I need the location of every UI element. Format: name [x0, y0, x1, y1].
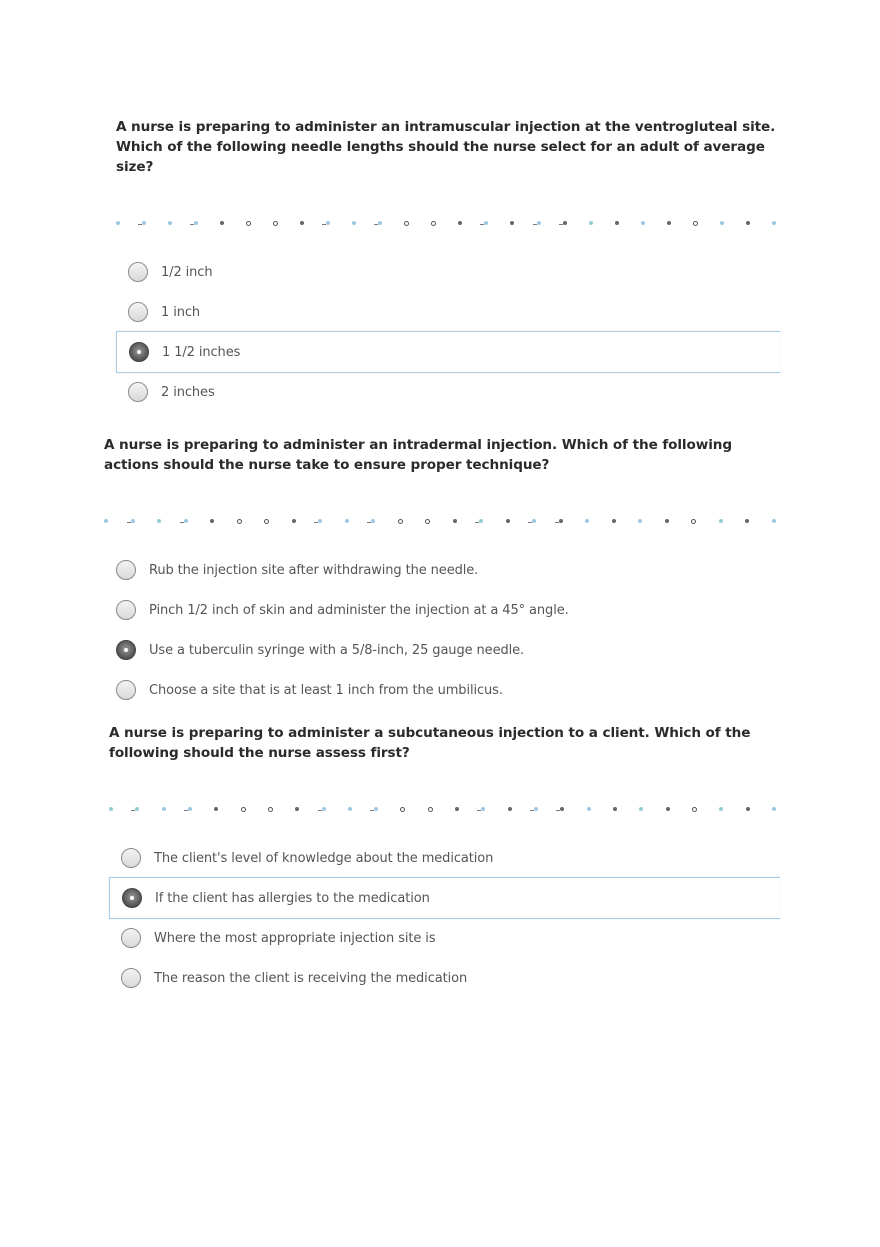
separator-dot: [638, 519, 642, 523]
radio-button[interactable]: [121, 928, 141, 948]
separator-dot: [534, 807, 538, 811]
separator-dot: [508, 807, 512, 811]
separator-dot: [589, 221, 593, 225]
separator-dot: [300, 221, 304, 225]
question-prompt: A nurse is preparing to administer an intradermal injection. Which of the following actions should the nurse take to ensure proper technique?: [104, 437, 732, 473]
separator-dot: [453, 519, 457, 523]
separator-dot: [168, 221, 172, 225]
answer-label: The reason the client is receiving the medication: [154, 970, 468, 986]
radio-button[interactable]: [116, 680, 136, 700]
radio-button[interactable]: [121, 968, 141, 988]
separator-dot: [537, 221, 541, 225]
separator-dot: [719, 519, 723, 523]
answer-options: [104, 550, 780, 710]
separator-dot: [400, 807, 405, 812]
radio-button[interactable]: [121, 848, 141, 868]
separator-dot: [666, 807, 670, 811]
separator-dot: [374, 807, 378, 811]
separator-dot: [615, 221, 619, 225]
answer-option[interactable]: [109, 838, 780, 878]
question-3: [109, 723, 780, 998]
separator-dot: [428, 807, 433, 812]
separator-dot: [692, 807, 697, 812]
answer-label: Pinch 1/2 inch of skin and administer the injection at a 45° angle.: [149, 602, 569, 618]
radio-button[interactable]: [116, 560, 136, 580]
separator-dot: [560, 807, 564, 811]
separator-dot: [104, 519, 108, 523]
separator-dot: [378, 221, 382, 225]
separator-dot: [268, 807, 273, 812]
answer-option-selected[interactable]: [104, 630, 780, 670]
separator-dot: [220, 221, 224, 225]
question-prompt: A nurse is preparing to administer a subcutaneous injection to a client. Which of the following should the nurse assess first?: [109, 725, 751, 761]
separator-dot: [135, 807, 139, 811]
separator-dot: [318, 519, 322, 523]
answer-options: [109, 838, 780, 998]
separator-dot: [641, 221, 645, 225]
answer-option-selected[interactable]: [116, 331, 780, 373]
separator-dot: [587, 807, 591, 811]
answer-label: 1 inch: [161, 304, 201, 320]
separator-dot: [667, 221, 671, 225]
separator-dot: [142, 221, 146, 225]
separator-dot: [506, 519, 510, 523]
answer-label: 1/2 inch: [161, 264, 213, 280]
answer-option[interactable]: [116, 372, 780, 412]
separator-dot: [194, 221, 198, 225]
separator-dot: [109, 807, 113, 811]
answer-options: [116, 252, 780, 412]
question-1: [116, 117, 780, 412]
separator-dot: [431, 221, 436, 226]
answer-label: If the client has allergies to the medication: [155, 890, 430, 906]
answer-label: Rub the injection site after withdrawing the needle.: [149, 562, 479, 578]
dotted-separator: [109, 803, 780, 815]
dotted-separator: [104, 515, 780, 527]
separator-dot: [352, 221, 356, 225]
separator-dot: [772, 221, 776, 225]
separator-dot: [746, 221, 750, 225]
separator-dot: [404, 221, 409, 226]
answer-option-selected[interactable]: [109, 877, 780, 919]
separator-dot: [398, 519, 403, 524]
radio-button-checked[interactable]: [129, 342, 149, 362]
separator-dot: [510, 221, 514, 225]
separator-dot: [241, 807, 246, 812]
answer-label: The client's level of knowledge about the medication: [154, 850, 494, 866]
separator-dot: [214, 807, 218, 811]
answer-label: Choose a site that is at least 1 inch from the umbilicus.: [149, 682, 503, 698]
separator-dot: [693, 221, 698, 226]
radio-button-checked[interactable]: [122, 888, 142, 908]
separator-dot: [745, 519, 749, 523]
separator-dot: [559, 519, 563, 523]
separator-dot: [237, 519, 242, 524]
separator-dot: [184, 519, 188, 523]
separator-dot: [455, 807, 459, 811]
separator-dot: [479, 519, 483, 523]
separator-dot: [746, 807, 750, 811]
separator-dot: [532, 519, 536, 523]
separator-dot: [264, 519, 269, 524]
answer-label: Use a tuberculin syringe with a 5/8-inch, 25 gauge needle.: [149, 642, 525, 658]
separator-dot: [665, 519, 669, 523]
separator-dot: [157, 519, 161, 523]
answer-label: Where the most appropriate injection site is: [154, 930, 436, 946]
answer-label: 1 1/2 inches: [162, 344, 241, 360]
separator-dot: [481, 807, 485, 811]
question-prompt: A nurse is preparing to administer an intramuscular injection at the ventrogluteal site. Which of the following needle lengths should the nurse select for an adult of average size?: [116, 119, 776, 175]
separator-dot: [273, 221, 278, 226]
separator-dot: [188, 807, 192, 811]
separator-dot: [371, 519, 375, 523]
answer-option[interactable]: [104, 590, 780, 630]
separator-dot: [246, 221, 251, 226]
separator-dot: [210, 519, 214, 523]
radio-button[interactable]: [128, 262, 148, 282]
answer-option[interactable]: [109, 918, 780, 958]
separator-dot: [292, 519, 296, 523]
separator-dot: [563, 221, 567, 225]
separator-dot: [116, 221, 120, 225]
radio-button[interactable]: [128, 382, 148, 402]
radio-button[interactable]: [128, 302, 148, 322]
separator-dot: [345, 519, 349, 523]
separator-dot: [720, 221, 724, 225]
dotted-separator: [116, 217, 780, 229]
separator-dot: [585, 519, 589, 523]
separator-dot: [484, 221, 488, 225]
separator-dot: [613, 807, 617, 811]
separator-dot: [425, 519, 430, 524]
separator-dot: [322, 807, 326, 811]
separator-dot: [131, 519, 135, 523]
question-2: [104, 435, 780, 710]
separator-dot: [162, 807, 166, 811]
radio-button[interactable]: [116, 600, 136, 620]
separator-dot: [719, 807, 723, 811]
separator-dot: [691, 519, 696, 524]
answer-option[interactable]: [104, 550, 780, 590]
answer-label: 2 inches: [161, 384, 215, 400]
separator-dot: [458, 221, 462, 225]
separator-dot: [348, 807, 352, 811]
separator-dot: [295, 807, 299, 811]
answer-option[interactable]: [104, 670, 780, 710]
separator-dot: [639, 807, 643, 811]
separator-dot: [772, 807, 776, 811]
radio-button-checked[interactable]: [116, 640, 136, 660]
answer-option[interactable]: [116, 252, 780, 292]
separator-dot: [772, 519, 776, 523]
answer-option[interactable]: [109, 958, 780, 998]
separator-dot: [612, 519, 616, 523]
separator-dot: [326, 221, 330, 225]
answer-option[interactable]: [116, 292, 780, 332]
